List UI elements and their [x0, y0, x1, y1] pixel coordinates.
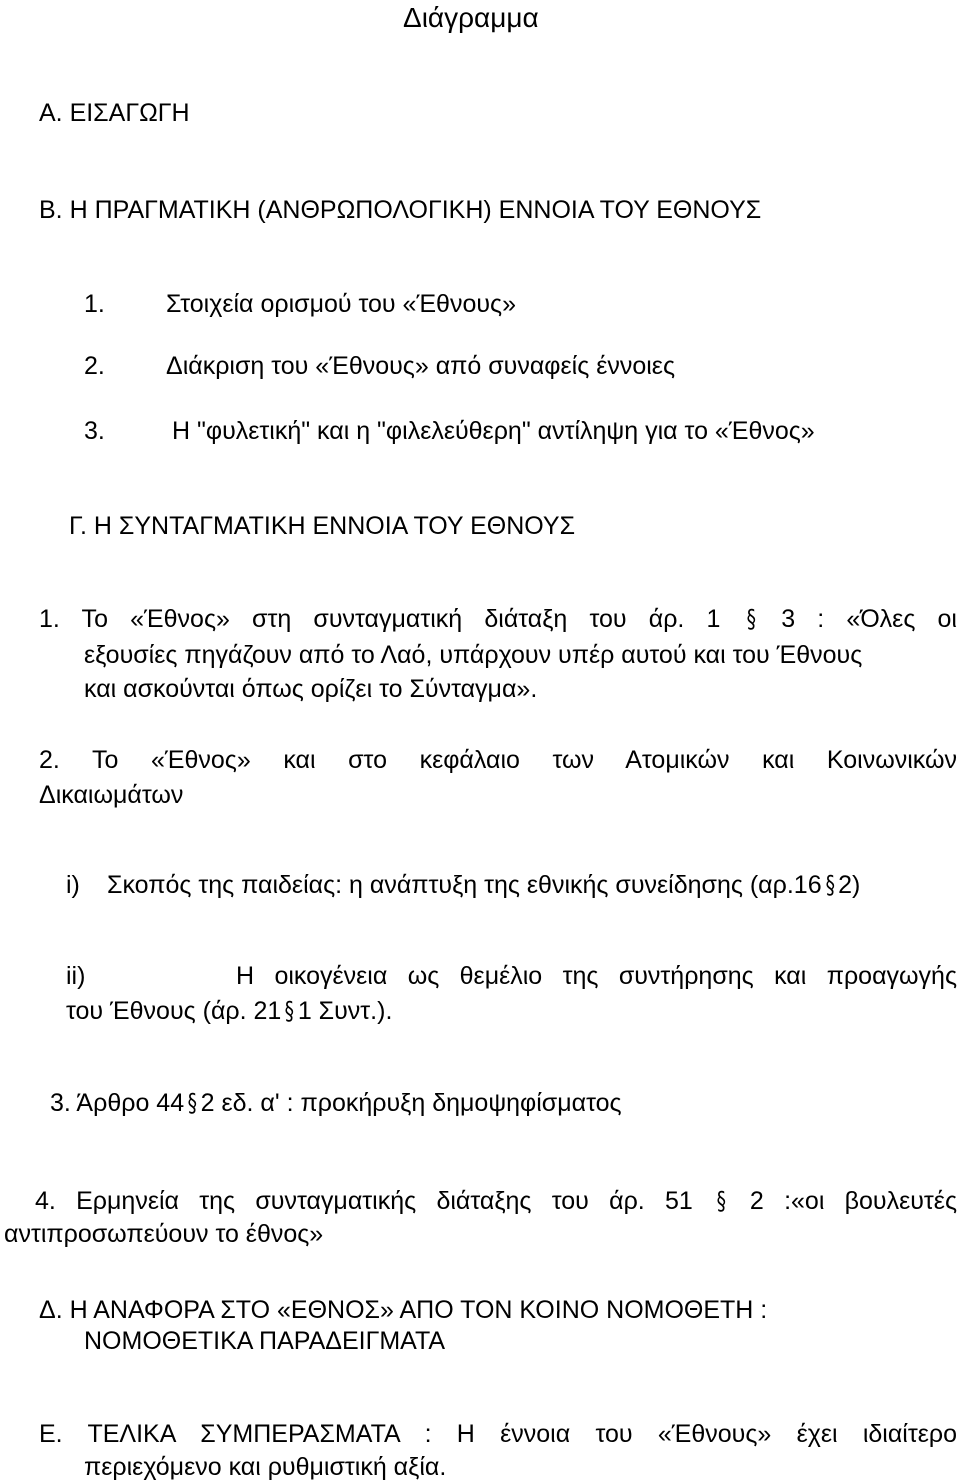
- section-sign: §: [187, 1088, 198, 1117]
- sub-item-number: i): [66, 871, 80, 899]
- sub-item-text: Σκοπός της παιδείας: η ανάπτυξη της εθνικής συνείδησης (αρ.16 § 2): [107, 870, 861, 899]
- heading-line: Ε. ΤΕΛΙΚΑ ΣΥΜΠΕΡΑΣΜΑΤΑ : Η έννοια του «Έθνους» έχει ιδιαίτερο: [39, 1420, 957, 1448]
- page-title: Διάγραμμα: [403, 2, 539, 33]
- item-line: [39, 603, 957, 635]
- section-b-heading: Β. Η ΠΡΑΓΜΑΤΙΚΗ (ΑΝΘΡΩΠΟΛΟΓΙΚΗ) ΕΝΝΟΙΑ ΤΟΥ ΕΘΝΟΥΣ: [39, 196, 762, 224]
- item-text: Διάκριση του «Έθνους» από συναφείς έννοιες: [166, 352, 675, 380]
- item-line: 3. Άρθρο 44 § 2 εδ. α' : προκήρυξη δημοψηφίσματος: [50, 1088, 622, 1117]
- heading-line: Δ. Η ΑΝΑΦΟΡΑ ΣΤΟ «ΕΘΝΟΣ» ΑΠΟ ΤΟΝ ΚΟΙΝΟ ΝΟΜΟΘΕΤΗ :: [39, 1296, 768, 1324]
- item-number: 3.: [84, 417, 105, 445]
- section-sign: §: [825, 870, 835, 899]
- item-line: εξουσίες πηγάζουν από το Λαό, υπάρχουν υπέρ αυτού και του Έθνους: [84, 641, 863, 669]
- heading-line: ΝΟΜΟΘΕΤΙΚΑ ΠΑΡΑΔΕΙΓΜΑΤΑ: [84, 1327, 446, 1355]
- item-line: και ασκούνται όπως ορίζει το Σύνταγμα».: [84, 675, 538, 703]
- section-sign: §: [716, 1186, 727, 1215]
- item-text: Στοιχεία ορισμού του «Έθνους»: [166, 290, 516, 318]
- heading-line: περιεχόμενο και ρυθμιστική αξία.: [84, 1453, 447, 1481]
- item-text: 1. Το «Έθνος» στη συνταγματική διάταξη του άρ. 1: [39, 605, 721, 633]
- item-text: 3 : «Όλες οι: [781, 605, 957, 633]
- item-line: Δικαιωμάτων: [39, 781, 184, 809]
- item-line: 2. Το «Έθνος» και στο κεφάλαιο των Ατομικών και Κοινωνικών: [39, 746, 957, 774]
- sub-item-number: ii): [66, 962, 86, 990]
- item-line: αντιπροσωπεύουν το έθνος»: [4, 1220, 324, 1248]
- item-line: 4. Ερμηνεία της συνταγματικής διάταξης του άρ. 51 § 2 :«οι βουλευτές: [35, 1186, 957, 1215]
- section-sign: §: [284, 996, 295, 1025]
- section-a-heading: Α. ΕΙΣΑΓΩΓΗ: [39, 99, 190, 127]
- item-number: 1.: [84, 290, 105, 318]
- sub-item-text: Η οικογένεια ως θεμέλιο της συντήρησης και προαγωγής: [236, 962, 957, 990]
- item-text: Η "φυλετική" και η "φιλελεύθερη" αντίληψη για το «Έθνος»: [172, 417, 815, 445]
- section-sign: §: [746, 604, 756, 633]
- item-number: 2.: [84, 352, 105, 380]
- section-c-heading: Γ. Η ΣΥΝΤΑΓΜΑΤΙΚΗ ΕΝΝΟΙΑ ΤΟΥ ΕΘΝΟΥΣ: [69, 512, 576, 540]
- sub-item-text: του Έθνους (άρ. 21 § 1 Συντ.).: [66, 996, 393, 1025]
